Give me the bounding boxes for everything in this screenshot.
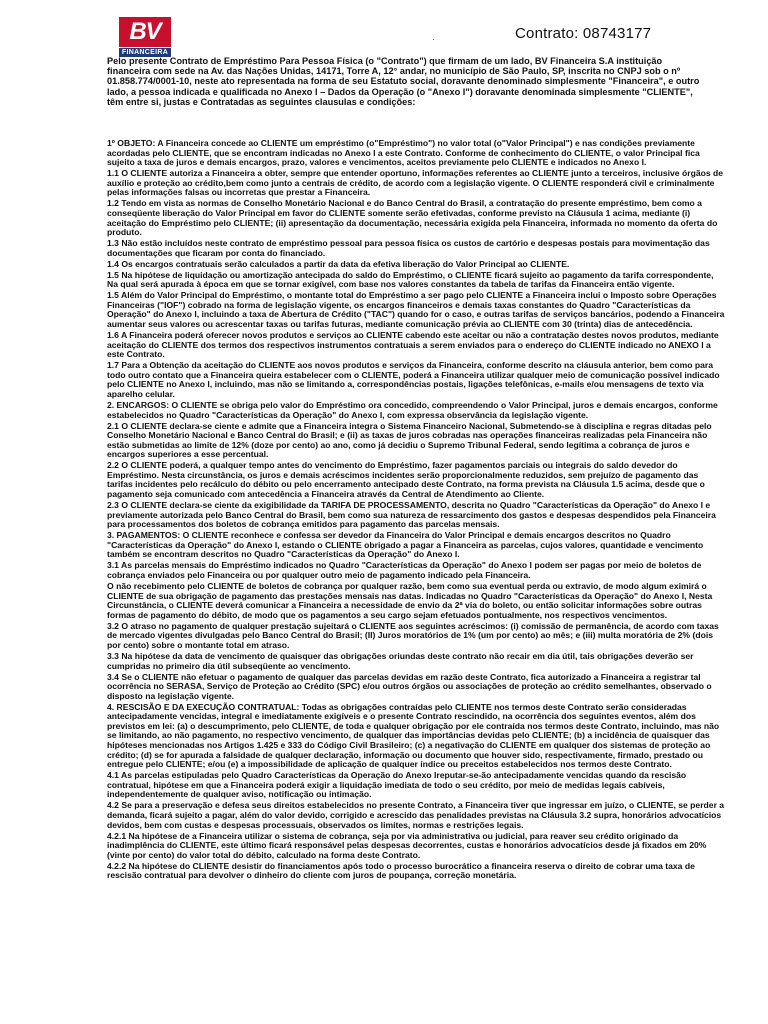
bv-financeira-logo xyxy=(119,17,171,57)
clause-3-1: 3.1 As parcelas mensais do Empréstimo indicados no Quadro "Características da Operação" do Anexo I podem ser pagas por meio de boletos de cobrança enviados pelo Financeira ou por qualquer outro meio de pagamento indicado pela Financeira. xyxy=(107,560,702,580)
contract-number: Contrato: 08743177 xyxy=(515,25,652,42)
logo-mark: BV xyxy=(119,17,171,47)
logo-subtitle: FINANCEIRA xyxy=(119,48,171,57)
clause-4-1: 4.1 As parcelas estipuladas pelo Quadro Características da Operação do Anexo Ireputar-se-ão antecipadamente vencidas quando da rescisão contratual, hipótese em que a Financeira poderá exigir a liquidação imediata de todo o seu crédito, por meio de medidas legais cabíveis, independentemente de qualquer aviso, notificação ou intimação. xyxy=(107,770,687,800)
clause-4-2-1: 4.2.1 Na hipótese de a Financeira utilizar o sistema de cobrança, seja por via administrativa ou judicial, para reaver seu crédito originado da inadimplência do CLIENTE, este último ficará responsável pelas despesas decorrentes, custas e honorários advocatícios desde já fixados em 20%(vinte por cento) do valor total do débito, calculado na forma deste Contrato. xyxy=(107,830,707,860)
clause-1-3: 1.3 Não estão incluídos neste contrato de empréstimo pessoal para pessoa física os custos de cartório e despesas postais para movimentação das documentações que ficaram por conta do financiado. xyxy=(107,238,710,258)
clause-1-4: 1.4 Os encargos contratuais serão calculados a partir da data da efetiva liberação do Valor Principal ao CLIENTE. xyxy=(107,258,570,269)
clause-2: 2. ENCARGOS: O CLIENTE se obriga pelo valor do Empréstimo ora concedido, compreendendo o Valor Principal, juros e demais encargos, conforme estabelecidos no Quadro "Características da Operação" do Anexo I, com expressa observância da legislação vigente. xyxy=(107,399,718,420)
stray-mark: · xyxy=(432,35,435,44)
intro-paragraph: Pelo presente Contrato de Empréstimo Para Pessoa Física (o "Contrato") que firmam de um lado, BV Financeira S.A instituição financeira com sede na Av. das Nações Unidas, 14171, Torre A, 12° andar, no município de São Paulo, SP, inscrita no CNPJ sob o nº 01.858.774/0001-10, neste ato representada na forma de seu Estatuto social, doravante denominado simplesmente "Financeira", e outro lado, a pessoa indicada e qualificada no Anexo I – Dados da Operação (o "Anexo I") doravante denominada simplesmente "CLIENTE", têm entre si, justas e Contratadas as seguintes clausulas e condições: xyxy=(107,56,700,107)
clause-2-3: 2.3 O CLIENTE declara-se ciente da exigibilidade da TARIFA DE PROCESSAMENTO, descrita no Quadro "Características da Operação" do Anexo I e previamente autorizada pelo Banco Central do Brasil, bem como sua natureza de ressarcimento dos gastos e despesas despendidos pela Financeira para processamentos dos boletos de cobrança emitidos para pagamento das parcelas mensais. xyxy=(107,500,716,530)
clause-1: 1º OBJETO: A Financeira concede ao CLIENTE um empréstimo (o"Empréstimo") no valor total (o"Valor Principal") e nas condições previamente acordadas pelo CLIENTE, que se encontram indicadas no Anexo I a este Contrato. Conforme de conhecimento do CLIENTE, o valor Principal fica sujeito a taxa de juros e demais encargos, prazo, valores e vencimentos, aceitos previamente pelo CLIENTE e indicados no Anexo I. xyxy=(107,138,700,168)
clause-3-1-note: O não recebimento pelo CLIENTE de boletos de cobrança por qualquer razão, bem como sua eventual perda ou extravio, de modo algum eximirá o CLIENTE de sua obrigação de pagamento das prestações mensais nas datas. Indicadas no Quadro "Características da Operação" do Anexo I, Nesta Circunstância, o CLIENTE deverá comunicar a Financeira a necessidade de envio da 2ª via do boleto, ou então solicitar informações sobre outras formas de pagamento do débito, de modo que os pagamentos a seu cargo sejam efetuados pontualmente, nos respectivos vencimentos. xyxy=(107,580,713,620)
clause-3: 3. PAGAMENTOS: O CLIENTE reconhece e confessa ser devedor da Financeira do Valor Principal e demais encargos descritos no Quadro "Características da Operação" do Anexo I, estando o CLIENTE obrigado a pagar a Financeira as parcelas, cujos valores, quantidade e vencimento também se encontram descritos no Quadro "Características da Operação" do Anexo I. xyxy=(107,530,704,560)
clause-4: 4. RESCISÃO E DA EXECUÇÃO CONTRATUAL: Todas as obrigações contraídas pelo CLIENTE nos termos deste Contrato serão consideradas antecipadamente vencidas, integral e imediatamente exigíveis e o presente Contrato rescindido, na ocorrência dos seguintes eventos, além dos previstos em lei: (a) o descumprimento, pelo CLIENTE, de toda e qualquer obrigação por ele contraída nos termos deste Contrato, incluindo, mas não se limitando, ao não pagamento, no respectivo vencimento, de qualquer das importâncias devidas pelo CLIENTE; (b) a incidência de quaisquer das hipóteses mencionadas nos Artigos 1.425 e 333 do Código Civil Brasileiro; (c) a negativação do CLIENTE em qualquer dos sistemas de proteção ao crédito; (d) se for apurada a falsidade de qualquer declaração, informação ou documento que houver sido, respectivamente, firmado, prestado ou entregue pelo CLIENTE; e/ou (e) a impossibilidade de aplicação de qualquer índice ou preceitos estabelecidos nos termos deste Contrato. xyxy=(107,701,720,770)
clause-1-5b: 1.5 Além do Valor Principal do Empréstimo, o montante total do Empréstimo a ser pago pelo CLIENTE a Financeira inclui o Imposto sobre Operações Financeiras ("IOF") cobrado na forma de legislação vigente, os encargos financeiros e demais taxas constantes do Quadro "Características da Operação" do Anexo I, incluindo a taxa de Abertura de Crédito ("TAC") quando for o caso, e outras tarifas de serviços bancários, podendo a Financeira aumentar seus valores ou acrescentar taxas ou tarifas futuras, mediante comunicação prévia ao CLIENTE com 30 (trinta) dias de antecedência. xyxy=(107,290,725,330)
clause-4-2: 4.2 Se para a preservação e defesa seus direitos estabelecidos no presente Contrato, a Financeira tiver que ingressar em juízo, o CLIENTE, se perder a demanda, ficará sujeito a pagar, além do valor devido, corrigido e acrescido das penalidades previstas na Cláusula 3.2 supra, honorários advocatícios devidos, bem com custas e despesas processuais, observados os limites, normas e restrições legais. xyxy=(107,800,725,830)
clause-1-1: 1.1 O CLIENTE autoriza a Financeira a obter, sempre que entender oportuno, informações referentes ao CLIENTE junto a terceiros, inclusive órgãos de auxílio e proteção ao crédito,bem como junto a centrais de crédito, de acordo com a legislação vigente. O CLIENTE responderá civil e criminalmente pelas informações falsas ou incorretas que prestar a Financeira. xyxy=(107,168,724,198)
clause-3-3: 3.3 Na hipótese da data de vencimento de quaisquer das obrigações oriundas deste contrato não recair em dia útil, tais obrigações deverão ser cumpridas no primeiro dia útil subseqüente ao vencimento. xyxy=(107,650,694,671)
clause-4-2-2: 4.2.2 Na hipótese do CLIENTE desistir do financiamentos após todo o processo burocrático a financeira reserva o direito de cobrar uma taxa de rescisão contratual para devolver o dinheiro do cliente com juros de poupança, correção monetária. xyxy=(107,860,695,881)
clause-1-6: 1.6 A Financeira poderá oferecer novos produtos e serviços ao CLIENTE cabendo este aceitar ou não a contratação destes novos produtos, mediante aceitação do CLIENTE dos termos dos respectivos instrumentos contratuais a serem enviados para o endereço do CLIENTE indicado no ANEXO I a este Contrato. xyxy=(107,330,719,360)
contract-body xyxy=(107,139,725,882)
clause-1-7: 1.7 Para a Obtenção da aceitação do CLIENTE aos novos produtos e serviços da Financeira, conforme descrito na cláusula anterior, bem como para todo outro contato que a Financeira queira estabelecer com o CLIENTE, poderá a Financeira utilizar qualquer meio de comunicação possível indicado pelo CLIENTE no Anexo I, incluindo, mas não se limitando a, correspondências postais, ligações telefônicas, e-mails e/ou mensagens de texto via aparelho celular. xyxy=(107,360,720,399)
clause-1-5a: 1.5 Na hipótese de liquidação ou amortização antecipada do saldo do Empréstimo, o CLIENTE ficará sujeito ao pagamento da tarifa correspondente, Na qual será apurada à época em que se tornar exigível, com base nos valores constantes da tabela de tarifas da Financeira então vigente. xyxy=(107,269,714,290)
clause-2-2: 2.2 O CLIENTE poderá, a qualquer tempo antes do vencimento do Empréstimo, fazer pagamentos parciais ou integrais do saldo devedor do Empréstimo. Nesta circunstância, os juros e demais acréscimos incidentes serão proporcionalmente reduzidos, sem prejuízo de pagamento das tarifas incidentes pelo recálculo do débito ou pelo encerramento antecipado deste Contrato, na forma prevista na Cláusula 1.5 acima, desde que o pagamento seja comunicado com antecedência a Financeira através da Central de Atendimento ao Cliente. xyxy=(107,460,705,500)
clause-3-4: 3.4 Se o CLIENTE não efetuar o pagamento de qualquer das parcelas devidas em razão deste Contrato, fica autorizado a Financeira a registrar tal ocorrência no SERASA, Serviço de Proteção ao Crédito (SPC) e/ou outros órgãos ou associações de proteção ao crédito semelhantes, observado o disposto na legislação vigente. xyxy=(107,671,712,701)
clause-1-2: 1.2 Tendo em vista as normas de Conselho Monetário Nacional e do Banco Central do Brasil, a contratação do presente empréstimo, bem como a conseqüente liberação do Valor Principal em favor do CLIENTE somente serão efetivadas, conforme previsto na Cláusula 1 acima, mediante (i) aceitação do Empréstimo pelo CLIENTE; (ii) apresentação da documentação, necessária exigida pela Financeira, informada no momento da oferta do produto. xyxy=(107,198,718,238)
clause-2-1: 2.1 O CLIENTE declara-se ciente e admite que a Financeira integra o Sistema Financeiro Nacional, Submetendo-se à disciplina e regras ditadas pelo Conselho Monetário Nacional e Banco Central do Brasil; e (ii) as taxas de juros cobradas nas operações financeiras realizadas pela Financeira não estão submetidas ao limite de 12% (doze por cento) ao ano, como já decidiu o Supremo Tribunal Federal, sendo legítima a cobrança de juros e encargos superiores a esse percentual. xyxy=(107,420,712,460)
clause-3-2: 3.2 O atraso no pagamento de qualquer prestação sujeitará o CLIENTE aos seguintes acréscimos: (i) comissão de permanência, de acordo com taxas de mercado vigentes divulgadas pelo Banco Central do Brasil; (II) Juros moratórios de 1% (um por cento) ao mês; e (iii) multa moratória de 2% (dois por cento) sobre o montante total em atraso. xyxy=(107,620,719,650)
